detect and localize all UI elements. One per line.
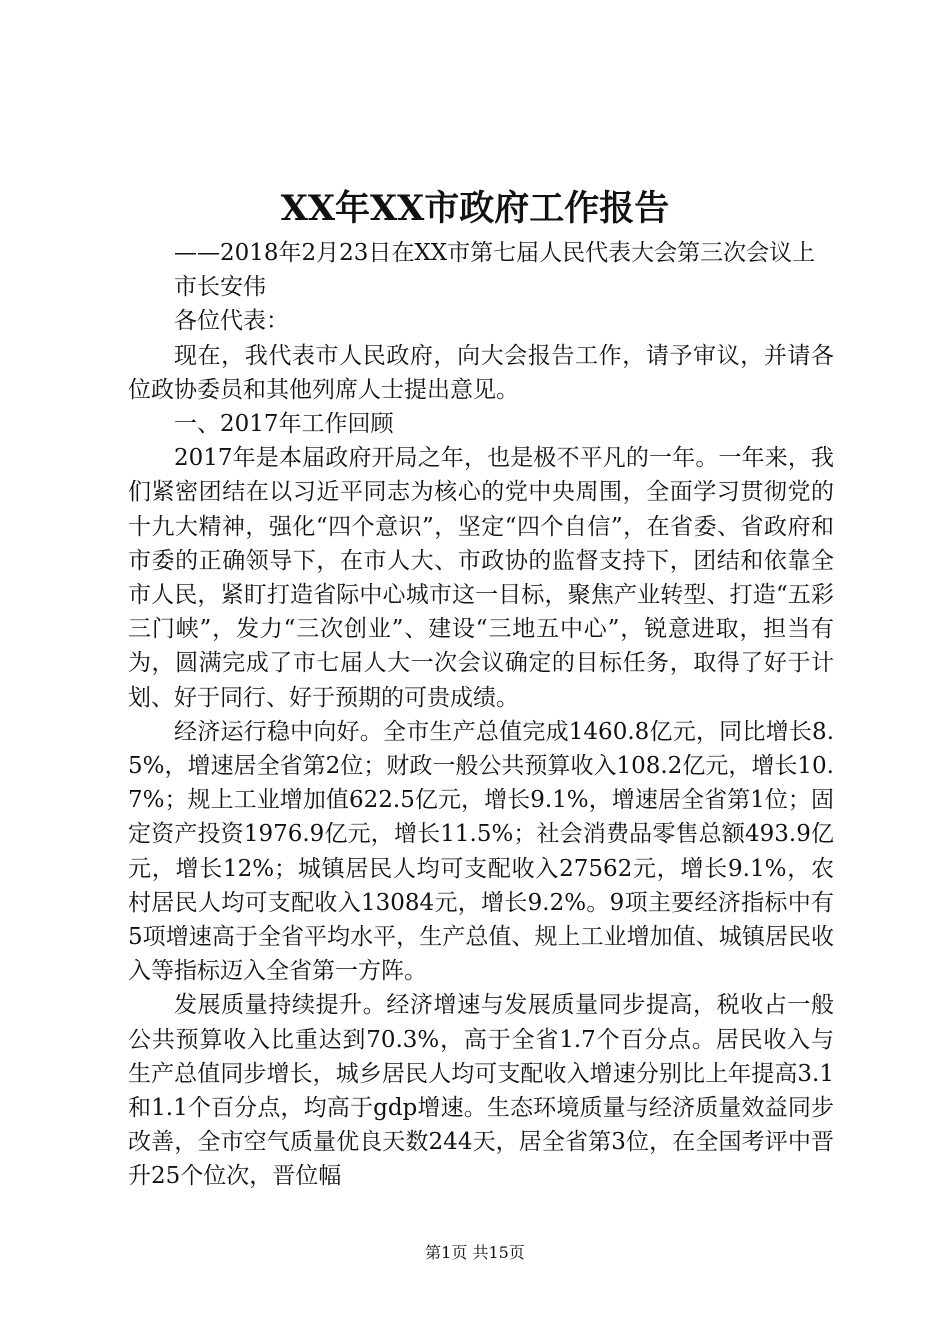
speaker-paragraph: 市长安伟	[174, 274, 266, 301]
document-title: XX年XX市政府工作报告	[280, 188, 670, 229]
salutation-paragraph: 各位代表：	[174, 308, 289, 335]
section-heading: 一、2017年工作回顾	[174, 411, 394, 438]
page-footer: 第1页 共15页	[425, 1243, 525, 1262]
document-body	[128, 236, 834, 1194]
body-paragraph: 2017年是本届政府开局之年，也是极不平凡的一年。一年来，我们紧密团结在以习近平同志为核心的党中央周围，全面学习贯彻党的十九大精神，强化“四个意识”，坚定“四个自信”，在省委、省政府和市委的正确领导下，在市人大、市政协的监督支持下，团结和依靠全市人民，紧盯打造省际中心城市这一目标，聚焦产业转型、打造“五彩三门峡”，发力“三次创业”、建设“三地五中心”，锐意进取，担当有为，圆满完成了市七届人大一次会议确定的目标任务，取得了好于计划、好于同行、好于预期的可贵成绩。	[128, 445, 834, 711]
body-paragraph: 发展质量持续提升。经济增速与发展质量同步提高，税收占一般公共预算收入比重达到70.3%，高于全省1.7个百分点。居民收入与生产总值同步增长，城乡居民人均可支配收入增速分别比上年提高3.1和1.1个百分点，均高于gdp增速。生态环境质量与经济质量效益同步改善，全市空气质量优良天数244天，居全省第3位，在全国考评中晋升25个位次，晋位幅	[128, 992, 834, 1190]
subtitle-paragraph: ——2018年2月23日在XX市第七届人民代表大会第三次会议上	[174, 240, 816, 266]
body-paragraph: 经济运行稳中向好。全市生产总值完成1460.8亿元，同比增长8.5%，增速居全省第2位；财政一般公共预算收入108.2亿元，增长10.7%；规上工业增加值622.5亿元，增长9.1%，增速居全省第1位；固定资产投资1976.9亿元，增长11.5%；社会消费品零售总额493.9亿元，增长12%；城镇居民人均可支配收入27562元，增长9.1%，农村居民人均可支配收入13084元，增长9.2%。9项主要经济指标中有5项增速高于全省平均水平，生产总值、规上工业增加值、城镇居民收入等指标迈入全省第一方阵。	[128, 718, 834, 985]
body-paragraph: 现在，我代表市人民政府，向大会报告工作，请予审议，并请各位政协委员和其他列席人士提出意见。	[128, 342, 834, 403]
